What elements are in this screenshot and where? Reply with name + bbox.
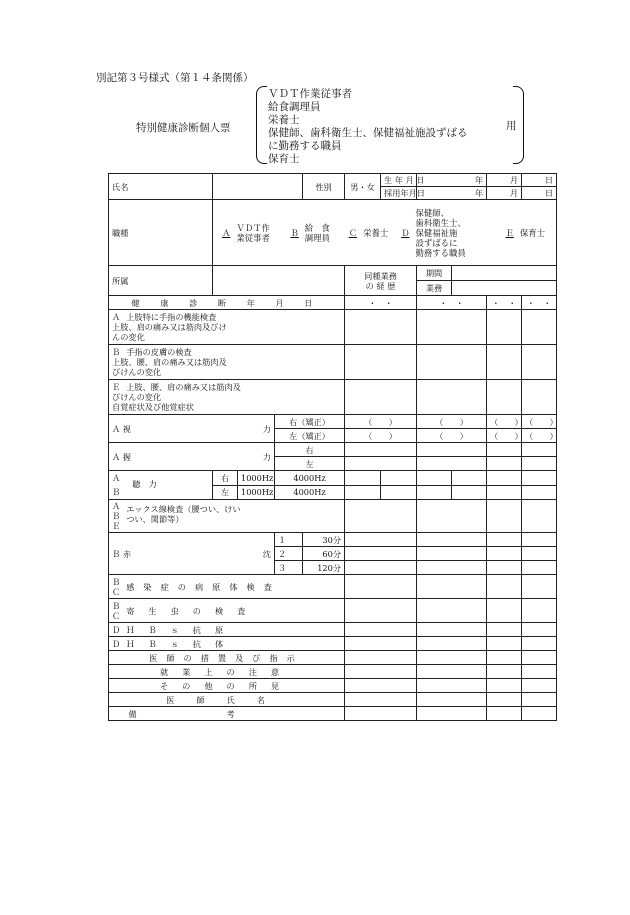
job-text-b: 給 食 調理員 bbox=[304, 222, 330, 243]
hearing-lead-a: Ａ bbox=[112, 473, 121, 483]
hearing-right-label: 右 bbox=[213, 471, 238, 486]
result-cell[interactable] bbox=[522, 561, 557, 575]
vision-right-1[interactable]: （ ） bbox=[345, 415, 417, 429]
row-lead: Ｂ Ｃ bbox=[112, 600, 121, 621]
result-cell[interactable] bbox=[487, 457, 522, 471]
hire-year[interactable]: 年 bbox=[417, 187, 487, 200]
row-text: エックス線検査（腰つい、けい つい、関節等） bbox=[126, 504, 241, 524]
result-cell[interactable] bbox=[417, 471, 452, 486]
role-list-bracket bbox=[256, 86, 524, 164]
exam-date-2[interactable]: ・ ・ bbox=[417, 296, 487, 310]
result-cell[interactable] bbox=[522, 679, 557, 693]
vision-left-2[interactable]: （ ） bbox=[417, 429, 487, 443]
job-text-d: 保健師、 歯科衛生士、 保健福祉施 設ずばるに 勤務する職員 bbox=[415, 207, 466, 258]
result-cell[interactable] bbox=[345, 679, 417, 693]
hearing-freq-4000: 4000Hz bbox=[275, 485, 345, 500]
result-cell[interactable] bbox=[417, 637, 487, 651]
result-cell[interactable] bbox=[522, 547, 557, 561]
blood-item-time: 30分 bbox=[303, 533, 345, 547]
vision-left-4[interactable]: （ ） bbox=[522, 429, 557, 443]
row-hbs-antigen bbox=[109, 623, 345, 637]
result-cell[interactable] bbox=[417, 575, 487, 599]
job-letter-c[interactable]: Ｃ bbox=[348, 227, 358, 238]
role-item: 栄養士 bbox=[268, 114, 300, 126]
result-cell[interactable] bbox=[381, 471, 417, 486]
result-cell[interactable] bbox=[522, 443, 557, 457]
result-cell[interactable] bbox=[487, 443, 522, 457]
hire-month[interactable]: 月 bbox=[487, 187, 522, 200]
row-text: 手指の皮膚の検査 上肢、腰、肩の痛み又は筋肉及 びけんの変化 bbox=[112, 347, 227, 377]
job-text-e: 保育士 bbox=[519, 227, 545, 238]
same-work-label: 同種業務 の 経 歴 bbox=[345, 266, 417, 296]
job-letter-b[interactable]: Ｂ bbox=[290, 227, 299, 238]
row-infection bbox=[109, 575, 345, 599]
vision-lead: Ａ 視 bbox=[112, 423, 131, 434]
result-cell[interactable] bbox=[487, 679, 522, 693]
result-cell[interactable] bbox=[417, 623, 487, 637]
grip-lead: Ａ 握 bbox=[112, 451, 131, 462]
name-label: 氏名 bbox=[109, 174, 213, 200]
blood-sed-label bbox=[109, 533, 275, 575]
job-options bbox=[213, 200, 557, 266]
result-cell[interactable] bbox=[417, 547, 487, 561]
row-text: 上肢、腰、肩の痛み又は筋肉及 びけんの変化 自覚症状及び他覚症状 bbox=[112, 382, 241, 412]
result-cell[interactable] bbox=[417, 707, 487, 721]
result-cell[interactable] bbox=[345, 533, 417, 547]
row-text: ＨＢｓ抗体 bbox=[126, 638, 238, 649]
vision-right-label: 右（矯正） bbox=[275, 415, 345, 429]
result-cell[interactable] bbox=[417, 599, 487, 623]
row-parasite bbox=[109, 599, 345, 623]
row-work-notes: 就業上の注意 bbox=[109, 665, 345, 679]
grip-right-label: 右 bbox=[275, 443, 345, 457]
result-cell[interactable] bbox=[522, 500, 557, 533]
role-list bbox=[268, 88, 468, 166]
vision-right-4[interactable]: （ ） bbox=[522, 415, 557, 429]
role-item: 給食調理員 bbox=[268, 101, 321, 113]
blood-item-num: １ bbox=[275, 533, 303, 547]
blood-item-time: 120分 bbox=[303, 561, 345, 575]
vision-left-label: 左（矯正） bbox=[275, 429, 345, 443]
result-cell[interactable] bbox=[487, 637, 522, 651]
row-text: 寄生虫の検査 bbox=[126, 605, 260, 616]
form-number: 別記第３号様式（第１４条関係） bbox=[96, 72, 254, 84]
period-field[interactable] bbox=[452, 266, 557, 281]
result-cell[interactable] bbox=[417, 457, 487, 471]
role-item: ＶＤＴ作業従事者 bbox=[268, 88, 352, 100]
row-lead: Ｂ Ｃ bbox=[112, 576, 121, 597]
row-doctor-measure: 医師の措置及び指示 bbox=[109, 651, 345, 665]
result-cell[interactable] bbox=[522, 485, 557, 500]
row-text: 感染症の病原体検査 bbox=[126, 581, 281, 592]
result-cell[interactable] bbox=[417, 651, 487, 665]
result-cell[interactable] bbox=[417, 345, 487, 380]
result-cell[interactable] bbox=[522, 380, 557, 415]
vision-tail: 力 bbox=[262, 423, 271, 434]
result-cell[interactable] bbox=[345, 443, 417, 457]
vision-label bbox=[109, 415, 275, 443]
grip-left-label: 左 bbox=[275, 457, 345, 471]
left-brace bbox=[256, 86, 267, 164]
blood-lead: Ｂ 赤 bbox=[112, 548, 131, 559]
exam-date-label: 健 康 診 断 年 月 日 bbox=[109, 296, 345, 310]
row-doctor-name: 医師氏名 bbox=[109, 693, 345, 707]
hearing-freq-1000: 1000Hz bbox=[238, 471, 275, 486]
result-cell[interactable] bbox=[417, 693, 487, 707]
row-lead: Ｄ bbox=[112, 624, 121, 635]
result-cell[interactable] bbox=[487, 665, 522, 679]
job-text-c: 栄養士 bbox=[363, 227, 389, 238]
result-cell[interactable] bbox=[522, 707, 557, 721]
result-cell[interactable] bbox=[417, 533, 487, 547]
result-cell[interactable] bbox=[417, 561, 487, 575]
blood-item-num: ２ bbox=[275, 547, 303, 561]
result-cell[interactable] bbox=[487, 485, 522, 500]
row-hand-function bbox=[109, 310, 345, 345]
result-cell[interactable] bbox=[417, 380, 487, 415]
result-cell[interactable] bbox=[487, 500, 522, 533]
result-cell[interactable] bbox=[522, 651, 557, 665]
work-label: 業務 bbox=[417, 281, 452, 296]
result-cell[interactable] bbox=[345, 500, 417, 533]
hire-day[interactable]: 日 bbox=[522, 187, 557, 200]
grip-label bbox=[109, 443, 275, 471]
result-cell[interactable] bbox=[345, 561, 417, 575]
result-cell[interactable] bbox=[522, 575, 557, 599]
row-lead: Ａ bbox=[112, 312, 121, 322]
result-cell[interactable] bbox=[522, 345, 557, 380]
row-skin-exam bbox=[109, 345, 345, 380]
row-remarks: 備考 bbox=[109, 707, 345, 721]
birth-year[interactable]: 年 bbox=[417, 174, 487, 187]
result-cell[interactable] bbox=[345, 457, 417, 471]
name-field[interactable] bbox=[213, 174, 303, 200]
hearing-text: 聴 力 bbox=[132, 479, 157, 489]
dept-label: 所属 bbox=[109, 266, 213, 296]
vision-right-2[interactable]: （ ） bbox=[417, 415, 487, 429]
result-cell[interactable] bbox=[345, 345, 417, 380]
result-cell[interactable] bbox=[522, 457, 557, 471]
vision-left-1[interactable]: （ ） bbox=[345, 429, 417, 443]
result-cell[interactable] bbox=[345, 693, 417, 707]
result-cell[interactable] bbox=[487, 345, 522, 380]
row-lead: Ｅ bbox=[112, 382, 121, 392]
result-cell[interactable] bbox=[417, 665, 487, 679]
result-cell[interactable] bbox=[522, 637, 557, 651]
job-letter-a[interactable]: Ａ bbox=[222, 227, 231, 238]
result-cell[interactable] bbox=[345, 485, 381, 500]
result-cell[interactable] bbox=[487, 547, 522, 561]
result-cell[interactable] bbox=[345, 637, 417, 651]
result-cell[interactable] bbox=[345, 651, 417, 665]
result-cell[interactable] bbox=[345, 623, 417, 637]
row-other-findings: その他の所見 bbox=[109, 679, 345, 693]
job-option-list bbox=[216, 208, 553, 258]
result-cell[interactable] bbox=[487, 533, 522, 547]
result-cell[interactable] bbox=[417, 679, 487, 693]
result-cell[interactable] bbox=[345, 599, 417, 623]
hearing-freq-4000: 4000Hz bbox=[275, 471, 345, 486]
job-label bbox=[109, 200, 213, 266]
row-text: ＨＢｓ抗原 bbox=[126, 624, 238, 635]
form-title: 特別健康診断個人票 bbox=[136, 122, 231, 134]
work-field[interactable] bbox=[452, 281, 557, 296]
result-cell[interactable] bbox=[345, 547, 417, 561]
result-cell[interactable] bbox=[417, 443, 487, 457]
birth-day[interactable]: 日 bbox=[522, 174, 557, 187]
row-lead: Ａ Ｂ Ｅ bbox=[112, 501, 121, 531]
result-cell[interactable] bbox=[345, 380, 417, 415]
result-cell[interactable] bbox=[345, 665, 417, 679]
result-cell[interactable] bbox=[487, 561, 522, 575]
row-lead: Ｄ bbox=[112, 638, 121, 649]
health-record-table bbox=[108, 173, 557, 721]
result-cell[interactable] bbox=[487, 599, 522, 623]
grip-tail: 力 bbox=[262, 451, 271, 462]
hearing-lead-b: Ｂ bbox=[112, 487, 121, 497]
blood-item-num: ３ bbox=[275, 561, 303, 575]
result-cell[interactable] bbox=[522, 471, 557, 486]
result-cell[interactable] bbox=[417, 500, 487, 533]
exam-date-1[interactable]: ・ ・ bbox=[345, 296, 417, 310]
result-cell[interactable] bbox=[522, 623, 557, 637]
result-cell[interactable] bbox=[522, 533, 557, 547]
job-label-text: 職種 bbox=[112, 227, 129, 238]
result-cell[interactable] bbox=[487, 693, 522, 707]
birth-label: 生 年 月 日 bbox=[381, 174, 417, 187]
job-text-a: ＶＤＴ作 業従事者 bbox=[236, 222, 270, 243]
result-cell[interactable] bbox=[381, 485, 417, 500]
result-cell[interactable] bbox=[417, 485, 452, 500]
job-letter-e[interactable]: Ｅ bbox=[505, 227, 514, 238]
row-lead: Ｂ bbox=[112, 347, 121, 357]
result-cell[interactable] bbox=[487, 623, 522, 637]
role-item: 保健師、歯科衛生士、保健福祉施設ずばる bbox=[268, 127, 468, 139]
result-cell[interactable] bbox=[452, 485, 487, 500]
result-cell[interactable] bbox=[522, 665, 557, 679]
period-label: 期間 bbox=[417, 266, 452, 281]
roles-suffix: 用 bbox=[506, 120, 517, 132]
hearing-left-label: 左 bbox=[213, 485, 238, 500]
result-cell[interactable] bbox=[487, 471, 522, 486]
sex-value[interactable]: 男・女 bbox=[345, 174, 381, 200]
hearing-lead bbox=[112, 471, 120, 499]
exam-date-4[interactable]: ・ ・ bbox=[522, 296, 557, 310]
vision-left-3[interactable]: （ ） bbox=[487, 429, 522, 443]
result-cell[interactable] bbox=[522, 693, 557, 707]
result-cell[interactable] bbox=[487, 380, 522, 415]
result-cell[interactable] bbox=[345, 471, 381, 486]
blood-tail: 沈 bbox=[262, 548, 271, 559]
result-cell[interactable] bbox=[345, 707, 417, 721]
dept-field[interactable] bbox=[213, 266, 345, 296]
result-cell[interactable] bbox=[487, 707, 522, 721]
result-cell[interactable] bbox=[487, 575, 522, 599]
vision-right-3[interactable]: （ ） bbox=[487, 415, 522, 429]
row-xray bbox=[109, 500, 345, 533]
hearing-label bbox=[109, 471, 213, 500]
exam-date-3[interactable]: ・ ・ bbox=[487, 296, 522, 310]
result-cell[interactable] bbox=[417, 310, 487, 345]
row-back-symptoms bbox=[109, 380, 345, 415]
hearing-freq-1000: 1000Hz bbox=[238, 485, 275, 500]
hire-label: 採用年月日 bbox=[381, 187, 417, 200]
row-text: 上肢特に手指の機能検査 上肢、肩の痛み又は筋肉及びけ んの変化 bbox=[112, 312, 227, 342]
job-letter-d[interactable]: Ｄ bbox=[401, 227, 410, 238]
result-cell[interactable] bbox=[452, 471, 487, 486]
role-item: に勤務する職員 bbox=[268, 140, 342, 152]
result-cell[interactable] bbox=[345, 310, 417, 345]
role-item: 保育士 bbox=[268, 153, 300, 165]
blood-item-time: 60分 bbox=[303, 547, 345, 561]
row-hbs-antibody bbox=[109, 637, 345, 651]
sex-label: 性別 bbox=[303, 174, 345, 200]
birth-month[interactable]: 月 bbox=[487, 174, 522, 187]
result-cell[interactable] bbox=[522, 599, 557, 623]
result-cell[interactable] bbox=[487, 651, 522, 665]
result-cell[interactable] bbox=[487, 310, 522, 345]
result-cell[interactable] bbox=[345, 575, 417, 599]
result-cell[interactable] bbox=[522, 310, 557, 345]
